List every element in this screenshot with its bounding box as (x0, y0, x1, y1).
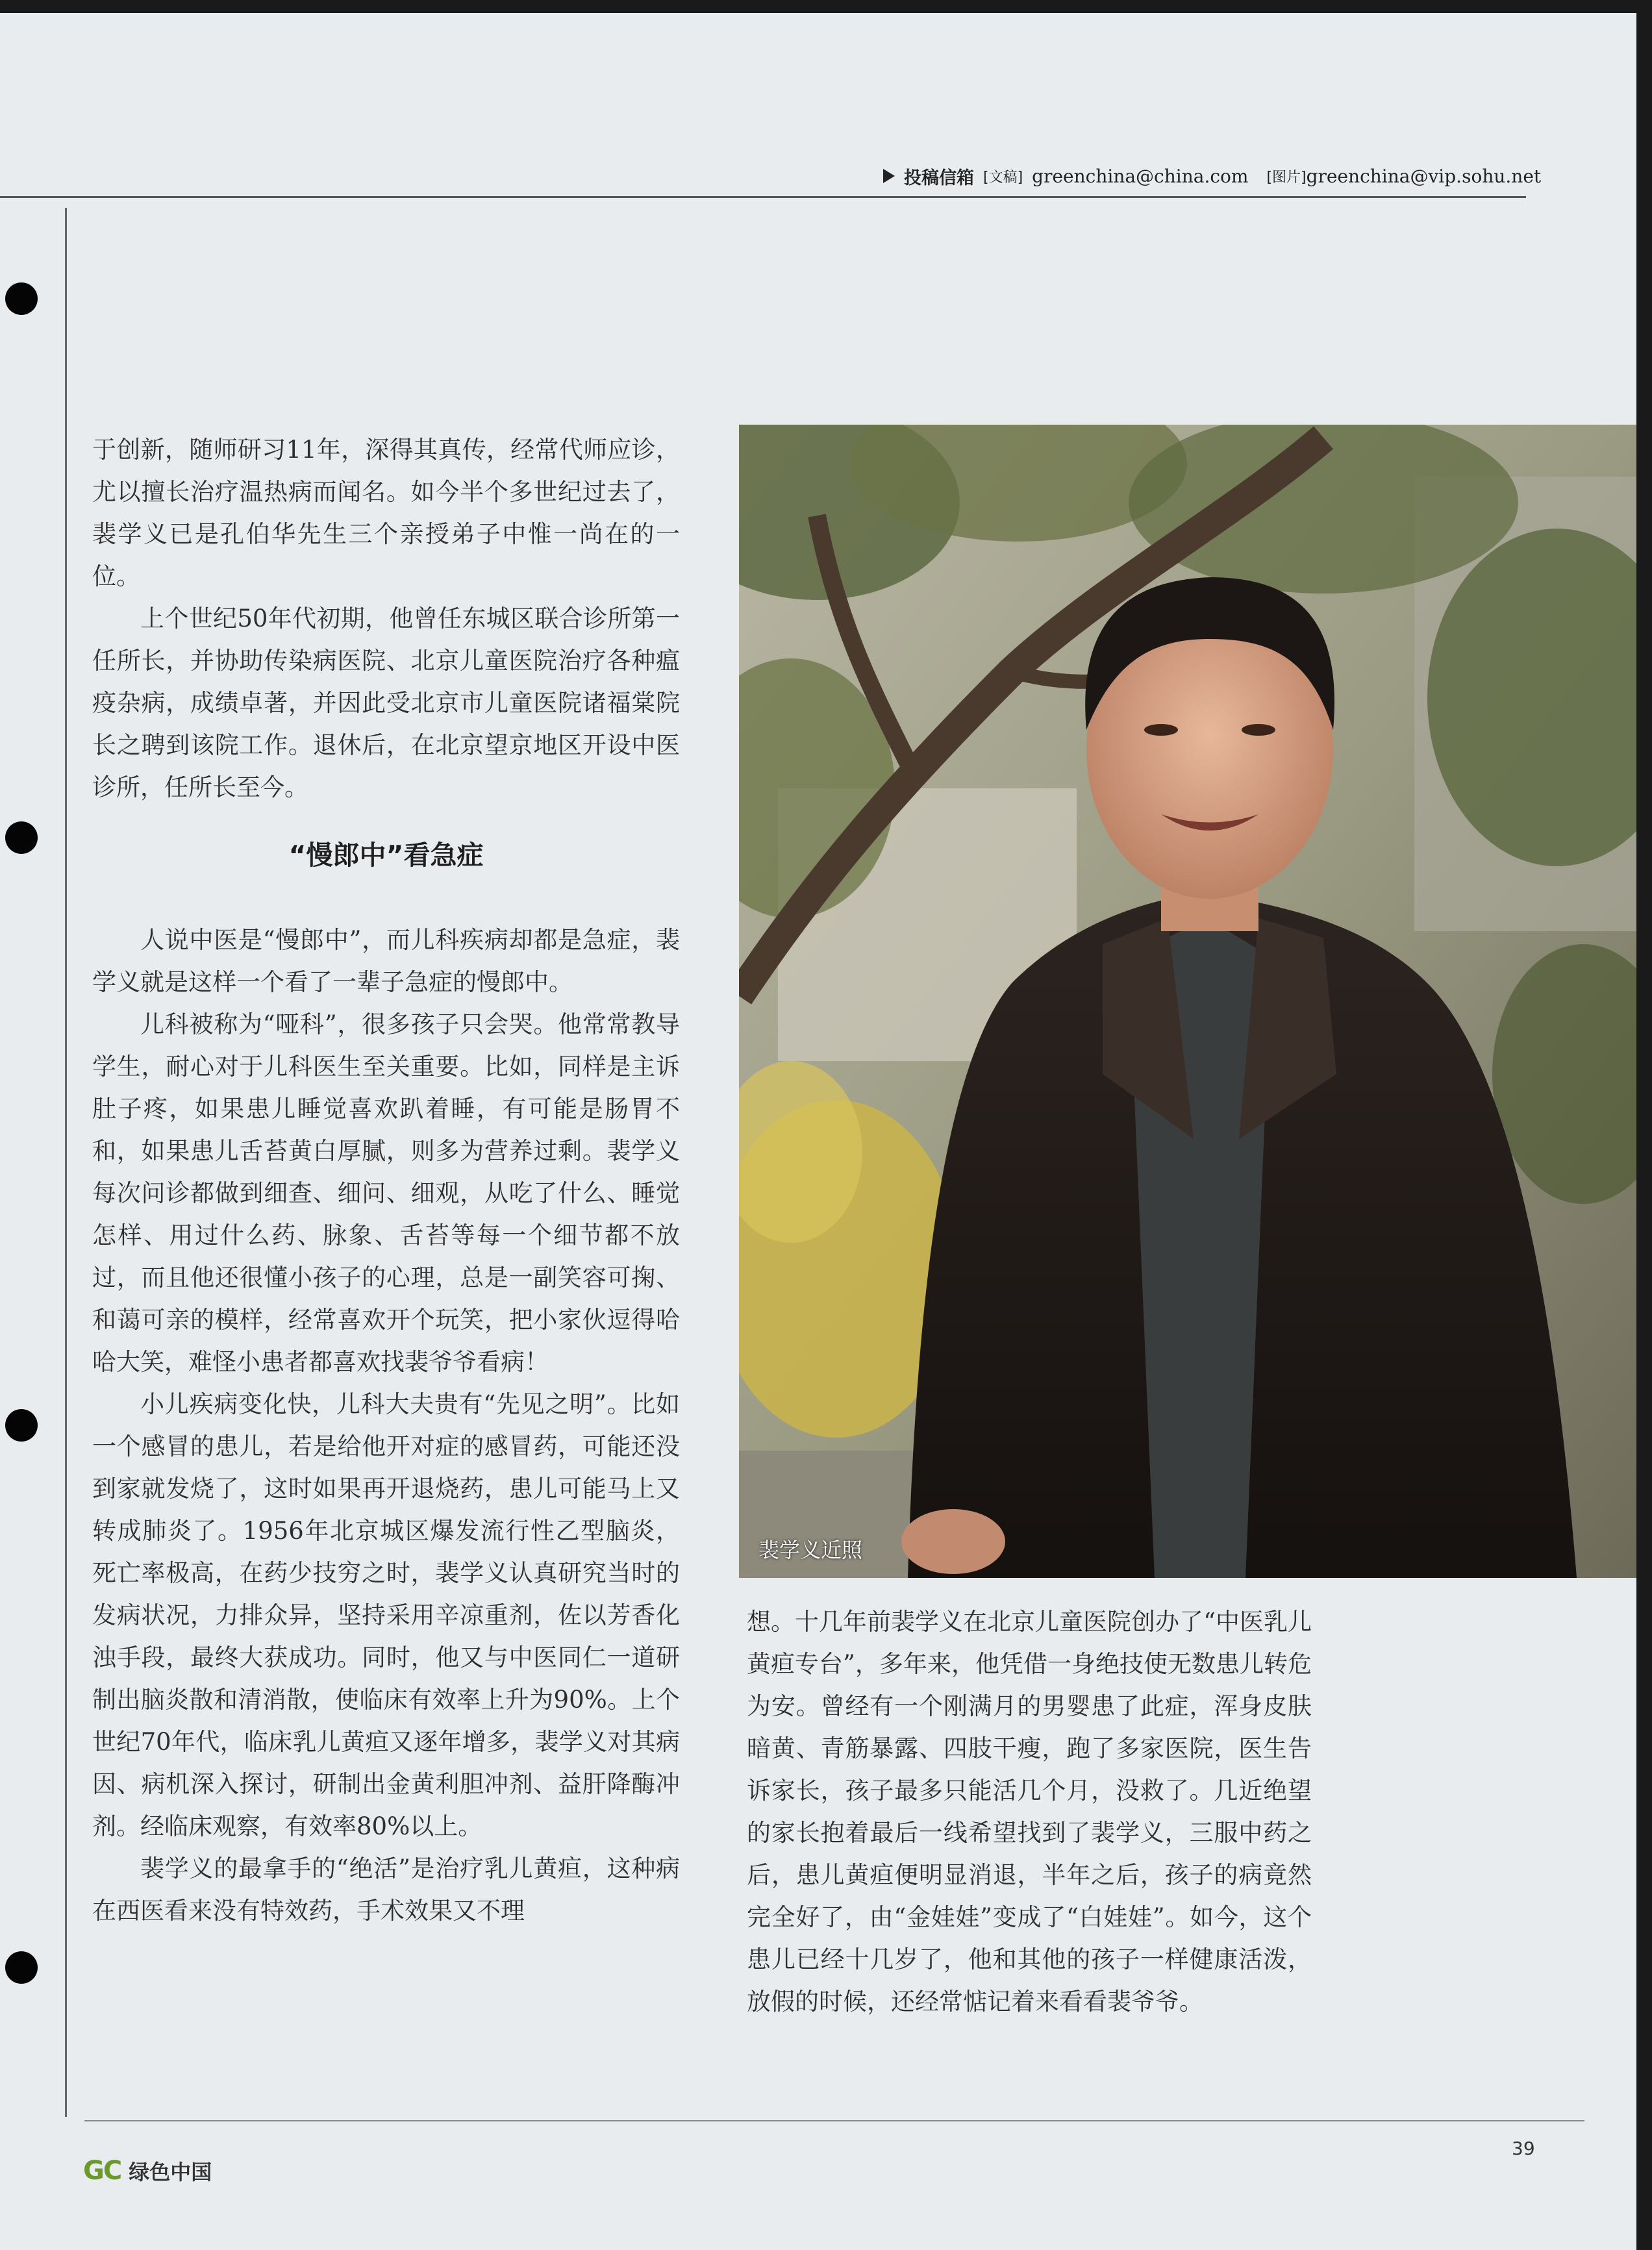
text-tag: [文稿] (983, 169, 1023, 186)
logo-mark: GC (83, 2156, 121, 2186)
logo-text: 绿色中国 (129, 2160, 212, 2184)
text-email: greenchina@china.com (1032, 165, 1249, 187)
photo-caption: 裴学义近照 (758, 1538, 863, 1562)
footer-rule (84, 2120, 1584, 2121)
margin-rule (65, 208, 67, 2117)
binder-hole (5, 821, 38, 854)
header-rule (0, 196, 1526, 198)
triangle-bullet-icon (883, 169, 895, 183)
binder-hole (5, 1409, 38, 1442)
paragraph: 裴学义的最拿手的“绝活”是治疗乳儿黄疸，这种病在西医看来没有特效药，手术效果又不理 (92, 1855, 680, 1925)
binder-hole (5, 282, 38, 315)
magazine-page (0, 13, 1636, 2250)
left-column (92, 429, 680, 1932)
submission-label: 投稿信箱 (904, 168, 974, 188)
image-email: greenchina@vip.sohu.net (1306, 165, 1542, 187)
paragraph: 人说中医是“慢郎中”，而儿科疾病却都是急症，裴学义就是这样一个看了一辈子急症的慢郎中。 (92, 926, 680, 996)
page-number: 39 (1512, 2138, 1535, 2159)
paragraph: 想。十几年前裴学义在北京儿童医院创办了“中医乳儿黄疸专台”，多年来，他凭借一身绝技使无数患儿转危为安。曾经有一个刚满月的男婴患了此症，浑身皮肤暗黄、青筋暴露、四肢干瘦，跑了多家医院，医生告诉家长，孩子最多只能活几个月，没救了。几近绝望的家长抱着最后一线希望找到了裴学义，三服中药之后，患儿黄疸便明显消退，半年之后，孩子的病竟然完全好了，由“金娃娃”变成了“白娃娃”。如今，这个患儿已经十几岁了，他和其他的孩子一样健康活泼，放假的时候，还经常惦记着来看看裴爷爷。 (747, 1608, 1312, 2016)
paragraph: 于创新，随师研习11年，深得其真传，经常代师应诊，尤以擅长治疗温热病而闻名。如今半个多世纪过去了，裴学义已是孔伯华先生三个亲授弟子中惟一尚在的一位。 (92, 436, 680, 590)
submission-header (883, 160, 1542, 192)
portrait-illustration (739, 425, 1636, 1578)
image-tag: [图片] (1266, 169, 1307, 186)
portrait-photo (739, 425, 1636, 1578)
paragraph: 小儿疾病变化快，儿科大夫贵有“先见之明”。比如一个感冒的患儿，若是给他开对症的感冒药，可能还没到家就发烧了，这时如果再开退烧药，患儿可能马上又转成肺炎了。1956年北京城区爆发流行性乙型脑炎，死亡率极高，在药少技穷之时，裴学义认真研究当时的发病状况，力排众异，坚持采用辛凉重剂，佐以芳香化浊手段，最终大获成功。同时，他又与中医同仁一道研制出脑炎散和清消散，使临床有效率上升为90%。上个世纪70年代，临床乳儿黄疸又逐年增多，裴学义对其病因、病机深入探讨，研制出金黄利胆冲剂、益肝降酶冲剂。经临床观察，有效率80%以上。 (92, 1390, 680, 1840)
section-subheading: “慢郎中”看急症 (288, 840, 484, 871)
binder-hole (5, 1951, 38, 1984)
paragraph: 上个世纪50年代初期，他曾任东城区联合诊所第一任所长，并协助传染病医院、北京儿童医院治疗各种瘟疫杂病，成绩卓著，并因此受北京市儿童医院诸福棠院长之聘到该院工作。退休后，在北京望京地区开设中医诊所，任所长至今。 (92, 605, 680, 801)
magazine-logo (83, 2156, 212, 2186)
paragraph: 儿科被称为“哑科”，很多孩子只会哭。他常常教导学生，耐心对于儿科医生至关重要。比如，同样是主诉肚子疼，如果患儿睡觉喜欢趴着睡，有可能是肠胃不和，如果患儿舌苔黄白厚腻，则多为营养过剩。裴学义每次问诊都做到细查、细问、细观，从吃了什么、睡觉怎样、用过什么药、脉象、舌苔等每一个细节都不放过，而且他还很懂小孩子的心理，总是一副笑容可掬、和蔼可亲的模样，经常喜欢开个玩笑，把小家伙逗得哈哈大笑，难怪小患者都喜欢找裴爷爷看病！ (92, 1010, 680, 1376)
right-column (747, 1601, 1312, 2023)
